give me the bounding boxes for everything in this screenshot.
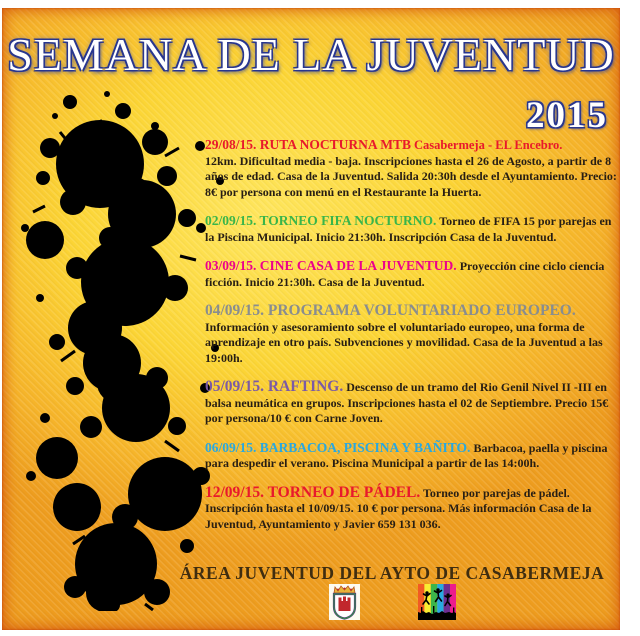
event-description: Información y asesoramiento sobre el voluntariado europeo, una forma de aprendizaje en otro país. Subvenciones y movilidad. Casa de la Juventud a las 19:00h. — [205, 319, 603, 365]
event-item — [205, 258, 619, 290]
footer-title: ÁREA JUVENTUD DEL AYTO DE CASABERMEJA — [179, 563, 605, 583]
poster-background — [2, 8, 620, 630]
event-date: 02/09/15. — [205, 213, 257, 228]
poster-title: SEMANA DE LA JUVENTUD — [7, 29, 615, 80]
event-description: Torneo de FIFA 15 por parejas en la Piscina Municipal. Inicio 21:30h. Inscripción Casa de la Juventud. — [205, 214, 612, 244]
event-date: 03/09/15. — [205, 258, 257, 273]
event-date: 05/09/15. — [205, 378, 264, 395]
event-date: 06/09/15. — [205, 439, 257, 455]
event-heading — [205, 213, 436, 228]
year-label: 2015 — [526, 95, 608, 136]
event-heading — [205, 378, 343, 395]
event-description: 12km. Dificultad media - baja. Inscripciones hasta el 26 de Agosto, a partir de 8 años de edad. Casa de la Juventud. Salida 20:30h desde el Ayuntamiento. Precio: 8€ por persona con menú en el Restaurante la Huerta. — [205, 153, 617, 199]
event-title: RUTA NOCTURNA MTB — [259, 137, 412, 152]
event-title: TORNEO FIFA NOCTURNO. — [259, 213, 437, 228]
event-heading — [205, 137, 411, 152]
event-description: Proyección cine ciclo ciencia ficción. Inicio 21:30h. Casa de la Juventud. — [205, 259, 605, 289]
event-date: 04/09/15. — [205, 302, 264, 319]
event-item — [205, 213, 619, 245]
event-title: TORNEO DE PÁDEL. — [267, 483, 421, 501]
event-item — [205, 440, 619, 472]
event-item — [205, 379, 619, 427]
event-description: Descenso de un tramo del Rio Genil Nivel II -III en balsa neumática en grupos. Inscripciones hasta el 02 de Septiembre. Precio 15€ por persona/10 € con Carne Joven. — [205, 380, 609, 425]
event-item — [205, 485, 619, 533]
event-date: 12/09/15. — [205, 483, 264, 501]
event-subtitle: Casabermeja - EL Encebro. — [414, 138, 563, 152]
event-title: CINE CASA DE LA JUVENTUD. — [259, 258, 457, 273]
casabermeja-coat-of-arms-logo — [329, 584, 360, 620]
event-item — [205, 137, 619, 200]
event-description: Barbacoa, paella y piscina para despedir el verano. Piscina Municipal a partir de las 14:00h. — [205, 440, 608, 470]
youth-jumping-logo — [418, 584, 456, 620]
event-heading — [205, 484, 420, 501]
footer-logos — [162, 584, 622, 620]
event-item — [205, 303, 619, 366]
events-list — [205, 137, 619, 545]
event-heading — [205, 302, 576, 319]
event-title: RAFTING. — [267, 378, 344, 395]
event-date: 29/08/15. — [205, 137, 257, 152]
event-description: Torneo por parejas de pádel. Inscripción hasta el 10/09/15. 10 € por persona. Más información Casa de la Juventud, Ayuntamiento y Javier 659 131 036. — [205, 485, 592, 531]
event-heading — [205, 440, 470, 455]
event-title: PROGRAMA VOLUNTARIADO EUROPEO. — [267, 302, 576, 319]
event-heading — [205, 258, 457, 273]
event-title: BARBACOA, PISCINA Y BAÑITO. — [259, 439, 471, 455]
